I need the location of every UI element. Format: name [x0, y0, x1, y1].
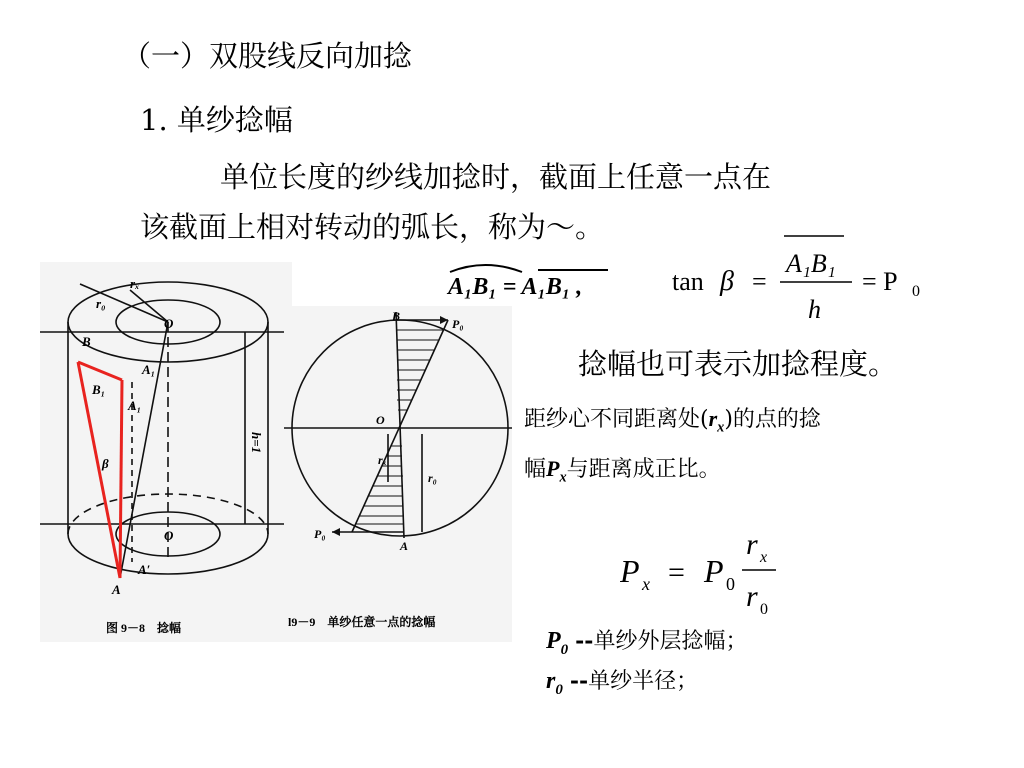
legend-p0-text: 单纱外层捻幅； — [593, 629, 748, 654]
arc-equality-formula — [440, 252, 650, 302]
label-a-prime: A′ — [138, 562, 151, 577]
label-o-bottom: O — [164, 528, 174, 543]
red-vertical-line — [120, 380, 122, 578]
label-beta: β — [102, 456, 109, 471]
proportional-text-2: )的点的捻 — [724, 407, 821, 432]
px-numerator-sub: x — [760, 549, 768, 566]
label-b1: B₁ — [92, 382, 106, 397]
px-lhs: P — [620, 553, 640, 589]
var-r-sub: x — [717, 419, 725, 436]
label-o: O — [376, 413, 385, 427]
px-denominator-sub: 0 — [760, 601, 768, 618]
tan-beta-symbol: β — [720, 266, 734, 297]
label-b: B — [392, 309, 401, 323]
label-a-fig2: A — [400, 539, 409, 553]
label-rx: rₓ — [130, 276, 140, 291]
label-o-top: O — [164, 316, 174, 331]
figure-9-9 — [284, 306, 512, 642]
label-p0-bottom: P₀ — [314, 527, 326, 541]
label-h: h=1 — [249, 432, 264, 454]
label-b-top: B — [82, 334, 91, 349]
px-denominator: r — [746, 580, 758, 613]
tan-equals: = — [752, 267, 767, 296]
px-p0: P — [704, 553, 724, 589]
tan-denominator: h — [808, 295, 821, 324]
tan-result: = P — [862, 267, 898, 296]
arc-overline — [450, 265, 522, 272]
label-rx-fig2: rₓ — [378, 453, 387, 467]
proportional-text-3: 幅 — [524, 457, 547, 483]
px-formula — [620, 520, 800, 624]
proportional-note — [524, 398, 821, 499]
var-r: r — [708, 406, 718, 431]
definition-line-2: 该截面上相对转动的弧长，称为～。 — [140, 210, 605, 244]
legend-r0-text: 单纱半径； — [588, 669, 699, 694]
tan-result-sub: 0 — [912, 283, 920, 300]
tan-formula — [672, 232, 932, 332]
tan-formula-svg — [672, 232, 932, 332]
px-numerator: r — [746, 528, 758, 561]
subsection-heading: 1. 单纱捻幅 — [140, 103, 293, 137]
legend-r0 — [546, 664, 698, 699]
var-p-sub: x — [559, 469, 567, 486]
px-equals: = — [668, 556, 685, 589]
label-a1-b: A₁ — [128, 398, 142, 413]
px-formula-svg — [620, 520, 800, 620]
tan-prefix: tan — [672, 267, 704, 296]
tan-numerator: A₁B₁ — [786, 249, 836, 278]
caption-9-8: 图 9－8 捻幅 — [106, 621, 182, 635]
twist-degree-note: 捻幅也可表示加捻程度。 — [578, 347, 898, 381]
figure-9-8 — [40, 262, 292, 642]
legend-p0-sep: -- — [575, 628, 594, 654]
legend-r0-sep: -- — [569, 668, 589, 694]
legend-r0-symbol: $r_0$ — [546, 668, 563, 698]
proportional-text-1: 距纱心不同距离处( — [524, 407, 709, 432]
proportional-text-4: 与距离成正比。 — [566, 457, 721, 483]
px-lhs-sub: x — [642, 574, 650, 594]
caption-9-9: l9－9 单纱任意一点的捻幅 — [288, 615, 436, 629]
var-p: P — [546, 456, 560, 482]
legend-p0 — [546, 624, 747, 659]
label-a: A — [112, 582, 121, 597]
legend-p0-symbol: $P_0$ — [546, 628, 569, 658]
definition-line-1: 单位长度的纱线加捻时，截面上任意一点在 — [220, 160, 772, 194]
label-r0: r₀ — [96, 296, 106, 311]
label-a1-a: A₁ — [142, 362, 156, 377]
label-p0-top: P₀ — [452, 317, 464, 331]
arc-equation-text: A₁B₁ = A₁B₁ , — [448, 274, 583, 300]
label-r0-fig2: r₀ — [428, 471, 437, 485]
px-p0-sub: 0 — [726, 574, 735, 594]
section-heading: （一）双股线反向加捻 — [122, 39, 413, 73]
